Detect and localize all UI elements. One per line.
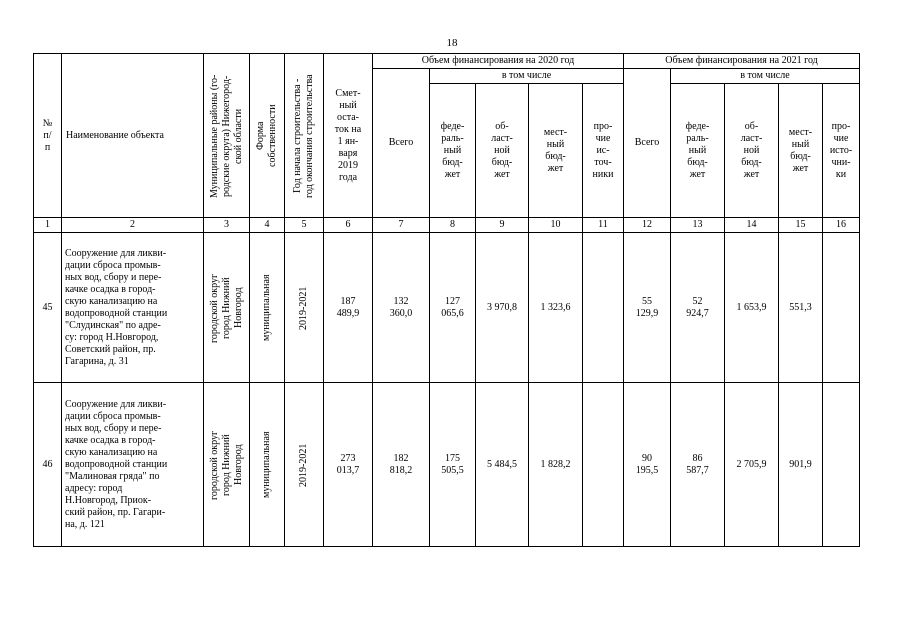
other-2021-cell bbox=[823, 233, 860, 383]
other-2020-cell bbox=[583, 233, 624, 383]
header-incl-2021: в том числе bbox=[671, 69, 860, 84]
header-local-2020: мест- ный бюд- жет bbox=[529, 84, 583, 218]
header-balance: Смет- ный оста- ток на 1 ян- варя 2019 года bbox=[324, 54, 373, 218]
column-number: 5 bbox=[285, 218, 324, 233]
column-number: 15 bbox=[779, 218, 823, 233]
ownership-cell: муниципальная bbox=[250, 233, 285, 383]
local-2021-cell: 551,3 bbox=[779, 233, 823, 383]
header-regional-2020: об- ласт- ной бюд- жет bbox=[476, 84, 529, 218]
column-number: 2 bbox=[62, 218, 204, 233]
column-number: 16 bbox=[823, 218, 860, 233]
federal-2020-cell: 127 065,6 bbox=[430, 233, 476, 383]
years-cell: 2019-2021 bbox=[285, 233, 324, 383]
total-2021-cell: 55 129,9 bbox=[624, 233, 671, 383]
column-number: 4 bbox=[250, 218, 285, 233]
header-object-name: Наименование объекта bbox=[62, 54, 204, 218]
header-2020: Объем финансирования на 2020 год bbox=[373, 54, 624, 69]
total-2020-cell: 182 818,2 bbox=[373, 383, 430, 547]
header-federal-2021: феде- раль- ный бюд- жет bbox=[671, 84, 725, 218]
column-number: 10 bbox=[529, 218, 583, 233]
column-number: 12 bbox=[624, 218, 671, 233]
total-2020-cell: 132 360,0 bbox=[373, 233, 430, 383]
header-district: Муниципальные районы (го- родские округа) Нижегород- ской области bbox=[204, 54, 250, 218]
object-name: Сооружение для ликви- дации сброса промыв- ных вод, сбору и пере- качке осадка в город- скую канализацию на водопроводной станции "Малиновая гряда" по адресу: город Н.Новгород, Приок- ский район, пр. Гагари- на, д. 121 bbox=[62, 383, 204, 547]
district-cell: городской округ город Нижний Новгород bbox=[204, 233, 250, 383]
table-row bbox=[34, 233, 860, 383]
regional-2021-cell: 1 653,9 bbox=[725, 233, 779, 383]
row-number: 46 bbox=[34, 383, 62, 547]
local-2020-cell: 1 323,6 bbox=[529, 233, 583, 383]
header-no: № п/ п bbox=[34, 54, 62, 218]
regional-2020-cell: 3 970,8 bbox=[476, 233, 529, 383]
district-cell: городской округ город Нижний Новгород bbox=[204, 383, 250, 547]
header-other-2021: про- чие исто- чни- ки bbox=[823, 84, 860, 218]
federal-2021-cell: 86 587,7 bbox=[671, 383, 725, 547]
column-number: 9 bbox=[476, 218, 529, 233]
balance-cell: 187 489,9 bbox=[324, 233, 373, 383]
column-number: 7 bbox=[373, 218, 430, 233]
column-number: 14 bbox=[725, 218, 779, 233]
regional-2021-cell: 2 705,9 bbox=[725, 383, 779, 547]
header-row-group bbox=[34, 54, 860, 69]
total-2021-cell: 90 195,5 bbox=[624, 383, 671, 547]
column-number: 13 bbox=[671, 218, 725, 233]
header-regional-2021: об- ласт- ной бюд- жет bbox=[725, 84, 779, 218]
header-other-2020: про- чие ис- точ- ники bbox=[583, 84, 624, 218]
column-number: 6 bbox=[324, 218, 373, 233]
header-total-2021: Всего bbox=[624, 69, 671, 218]
header-federal-2020: феде- раль- ный бюд- жет bbox=[430, 84, 476, 218]
balance-cell: 273 013,7 bbox=[324, 383, 373, 547]
column-number: 1 bbox=[34, 218, 62, 233]
header-2021: Объем финансирования на 2021 год bbox=[624, 54, 860, 69]
table-row bbox=[34, 383, 860, 547]
header-total-2020: Всего bbox=[373, 69, 430, 218]
ownership-cell: муниципальная bbox=[250, 383, 285, 547]
header-ownership: Форма собственности bbox=[250, 54, 285, 218]
row-number: 45 bbox=[34, 233, 62, 383]
header-incl-2020: в том числе bbox=[430, 69, 624, 84]
column-number: 11 bbox=[583, 218, 624, 233]
regional-2020-cell: 5 484,5 bbox=[476, 383, 529, 547]
column-number: 3 bbox=[204, 218, 250, 233]
federal-2021-cell: 52 924,7 bbox=[671, 233, 725, 383]
object-name: Сооружение для ликви- дации сброса промыв- ных вод, сбору и пере- качке осадка в город- скую канализацию на водопроводной станции "Слудинская" по адре- су: город Н.Новгород, Советский район, пр. Гагарина, д. 31 bbox=[62, 233, 204, 383]
years-cell: 2019-2021 bbox=[285, 383, 324, 547]
other-2020-cell bbox=[583, 383, 624, 547]
header-years: Год начала строительства - год окончания строительства bbox=[285, 54, 324, 218]
other-2021-cell bbox=[823, 383, 860, 547]
page-number: 18 bbox=[446, 37, 458, 49]
financing-table bbox=[33, 53, 860, 547]
column-number: 8 bbox=[430, 218, 476, 233]
header-local-2021: мест- ный бюд- жет bbox=[779, 84, 823, 218]
column-number-row bbox=[34, 218, 860, 233]
federal-2020-cell: 175 505,5 bbox=[430, 383, 476, 547]
local-2020-cell: 1 828,2 bbox=[529, 383, 583, 547]
local-2021-cell: 901,9 bbox=[779, 383, 823, 547]
